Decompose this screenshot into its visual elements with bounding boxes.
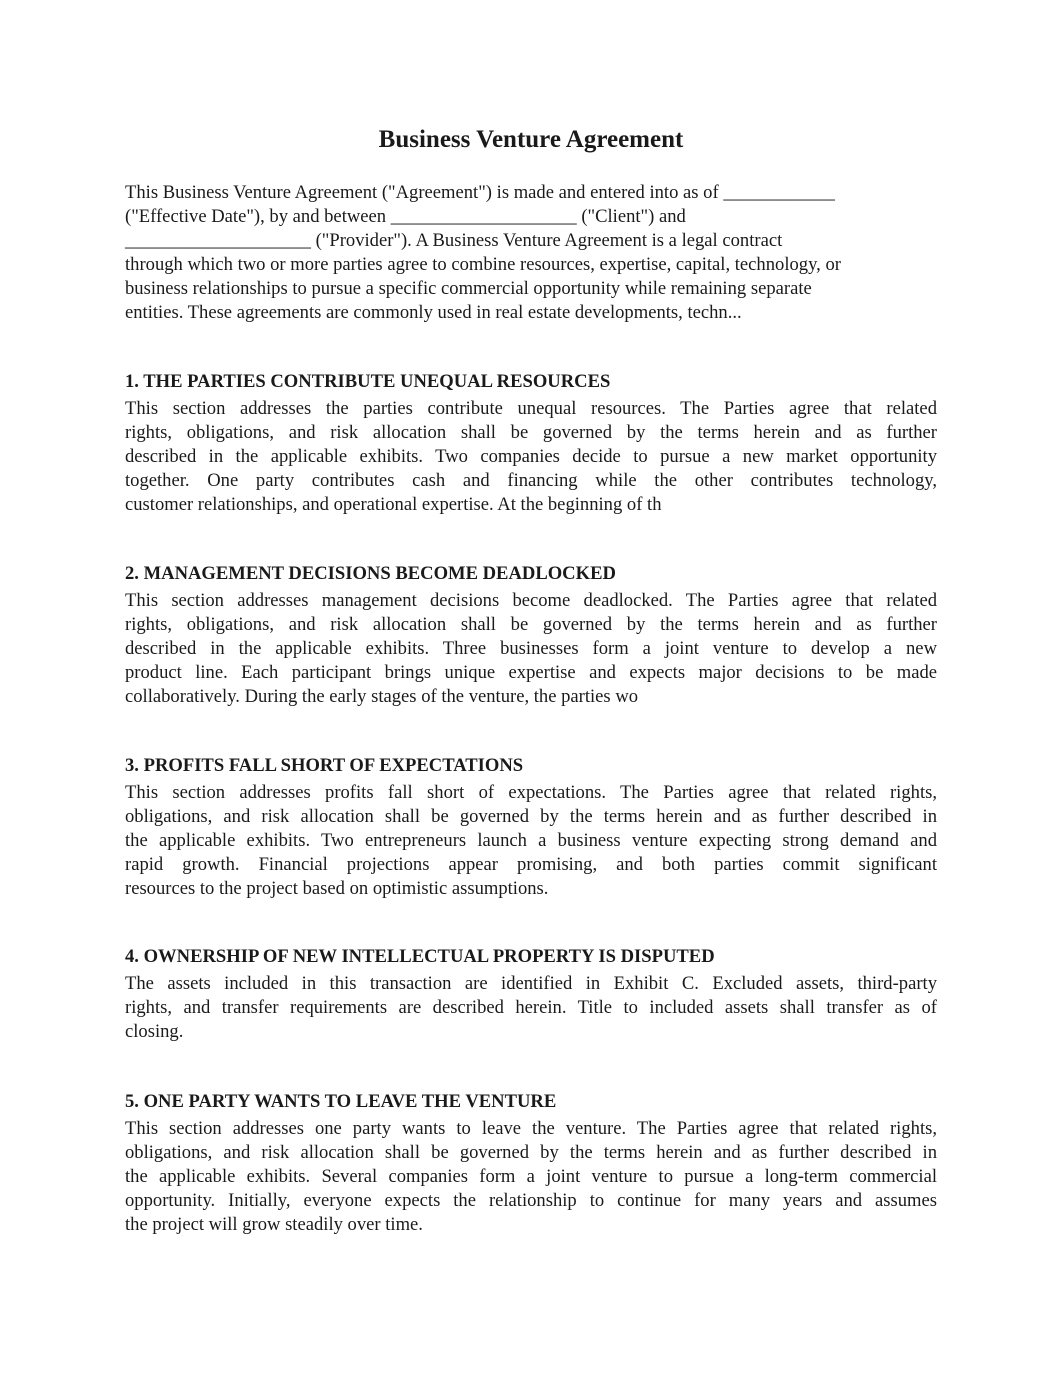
section-line: rights, and transfer requirements are described herein. Title to included assets shall transfer as of xyxy=(125,997,937,1018)
section-body xyxy=(125,589,937,709)
intro-line: entities. These agreements are commonly used in real estate developments, techn... xyxy=(125,302,742,323)
section-line: obligations, and risk allocation shall be governed by the terms herein and as further described in xyxy=(125,806,937,827)
section-line: resources to the project based on optimistic assumptions. xyxy=(125,878,549,899)
section-line: together. One party contributes cash and financing while the other contributes technology, xyxy=(125,470,937,491)
section-body xyxy=(125,972,937,1044)
section-heading: 3. PROFITS FALL SHORT OF EXPECTATIONS xyxy=(125,755,524,776)
section-line: obligations, and risk allocation shall be governed by the terms herein and as further described in xyxy=(125,1142,937,1163)
intro-line: ("Effective Date"), by and between ____________________ ("Client") and xyxy=(125,206,686,227)
section-line: rights, obligations, and risk allocation shall be governed by the terms herein and as further xyxy=(125,614,937,635)
section-line: customer relationships, and operational expertise. At the beginning of th xyxy=(125,494,662,515)
intro-line: This Business Venture Agreement ("Agreement") is made and entered into as of ____________ xyxy=(125,182,835,203)
section-body xyxy=(125,1117,937,1237)
section-line: The assets included in this transaction are identified in Exhibit C. Excluded assets, third-party xyxy=(125,973,937,994)
intro-line: through which two or more parties agree to combine resources, expertise, capital, technology, or xyxy=(125,254,841,275)
section-line: the applicable exhibits. Two entrepreneurs launch a business venture expecting strong demand and xyxy=(125,830,937,851)
section-line: This section addresses one party wants to leave the venture. The Parties agree that related rights, xyxy=(125,1118,937,1139)
section-line: described in the applicable exhibits. Three businesses form a joint venture to develop a new xyxy=(125,638,937,659)
intro-line: business relationships to pursue a specific commercial opportunity while remaining separate xyxy=(125,278,812,299)
document-title: Business Venture Agreement xyxy=(378,126,684,153)
section-heading: 2. MANAGEMENT DECISIONS BECOME DEADLOCKED xyxy=(125,563,616,584)
section-line: This section addresses management decisions become deadlocked. The Parties agree that related xyxy=(125,590,937,611)
section-line: product line. Each participant brings unique expertise and expects major decisions to be made xyxy=(125,662,937,683)
section-line: described in the applicable exhibits. Two companies decide to pursue a new market opportunity xyxy=(125,446,937,467)
section-line: rapid growth. Financial projections appear promising, and both parties commit significant xyxy=(125,854,937,875)
section-line: opportunity. Initially, everyone expects the relationship to continue for many years and assumes xyxy=(125,1190,937,1211)
intro-line: ____________________ ("Provider"). A Business Venture Agreement is a legal contract xyxy=(125,230,783,251)
intro-paragraph xyxy=(125,181,945,325)
section-body xyxy=(125,781,937,901)
section-line: the applicable exhibits. Several companies form a joint venture to pursue a long-term commercial xyxy=(125,1166,937,1187)
section-line: This section addresses profits fall short of expectations. The Parties agree that related rights, xyxy=(125,782,937,803)
section-line: closing. xyxy=(125,1021,184,1042)
section-heading: 1. THE PARTIES CONTRIBUTE UNEQUAL RESOURCES xyxy=(125,371,611,392)
section-line: rights, obligations, and risk allocation shall be governed by the terms herein and as further xyxy=(125,422,937,443)
section-line: This section addresses the parties contribute unequal resources. The Parties agree that related xyxy=(125,398,937,419)
section-heading: 4. OWNERSHIP OF NEW INTELLECTUAL PROPERTY IS DISPUTED xyxy=(125,946,715,967)
section-line: the project will grow steadily over time. xyxy=(125,1214,423,1235)
section-body xyxy=(125,397,937,517)
section-heading: 5. ONE PARTY WANTS TO LEAVE THE VENTURE xyxy=(125,1091,557,1112)
section-line: collaboratively. During the early stages of the venture, the parties wo xyxy=(125,686,639,707)
